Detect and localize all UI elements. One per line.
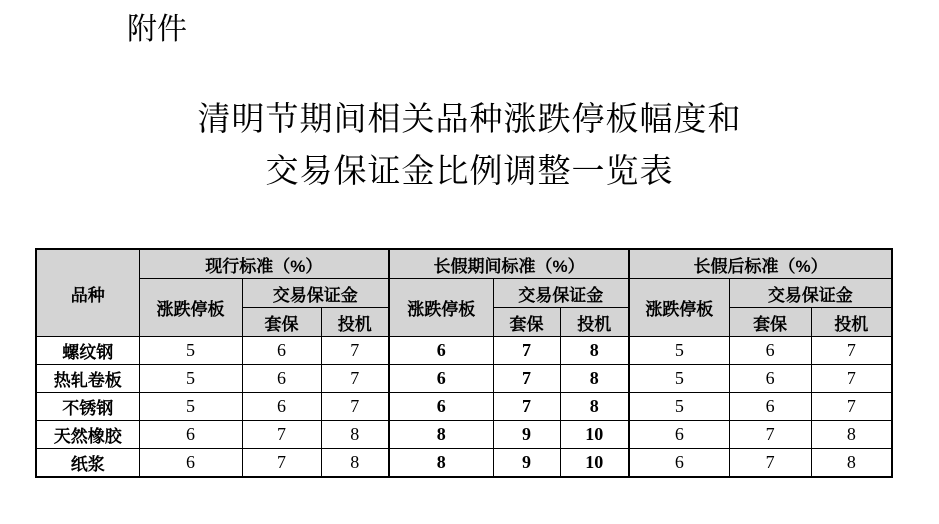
cell-holiday-spec: 10 [560,449,629,478]
variety-label: 热轧卷板 [36,365,139,393]
table-row-natural-rubber [36,421,892,449]
cell-holiday-spec: 10 [560,421,629,449]
table-row-hot-rolled-coil [36,365,892,393]
cell-current-spec: 8 [321,449,389,478]
cell-current-hedge: 7 [242,449,321,478]
cell-current-hedge: 7 [242,421,321,449]
col-header-spec-after: 投机 [811,308,892,337]
adjustment-table [35,248,893,478]
section-header-holiday: 长假期间标准（%） [389,249,629,279]
cell-holiday-hedge: 9 [493,449,560,478]
header-row-groups [36,279,892,308]
cell-current-limit: 5 [139,365,242,393]
cell-holiday-spec: 8 [560,393,629,421]
cell-holiday-hedge: 7 [493,337,560,365]
variety-label: 天然橡胶 [36,421,139,449]
cell-after-hedge: 6 [729,365,811,393]
cell-after-limit: 5 [629,393,729,421]
col-header-spec-current: 投机 [321,308,389,337]
cell-holiday-hedge: 7 [493,393,560,421]
col-header-hedge-after: 套保 [729,308,811,337]
title-line-1: 清明节期间相关品种涨跌停板幅度和 [197,102,742,138]
cell-after-hedge: 7 [729,421,811,449]
cell-after-hedge: 6 [729,393,811,421]
cell-holiday-hedge: 7 [493,365,560,393]
cell-holiday-spec: 8 [560,365,629,393]
cell-holiday-limit: 6 [389,365,493,393]
cell-current-limit: 5 [139,337,242,365]
section-header-after: 长假后标准（%） [629,249,892,279]
table-row-pulp [36,449,892,478]
cell-after-spec: 8 [811,449,892,478]
group-header-margin-current: 交易保证金 [242,279,389,308]
cell-holiday-spec: 8 [560,337,629,365]
cell-current-hedge: 6 [242,337,321,365]
cell-holiday-limit: 8 [389,421,493,449]
cell-after-hedge: 7 [729,449,811,478]
col-header-hedge-current: 套保 [242,308,321,337]
variety-label: 螺纹钢 [36,337,139,365]
cell-current-spec: 8 [321,421,389,449]
cell-after-hedge: 6 [729,337,811,365]
cell-current-hedge: 6 [242,365,321,393]
cell-after-limit: 5 [629,365,729,393]
cell-current-hedge: 6 [242,393,321,421]
group-header-margin-holiday: 交易保证金 [493,279,629,308]
cell-current-spec: 7 [321,393,389,421]
cell-current-limit: 6 [139,421,242,449]
col-header-limit-current: 涨跌停板 [139,279,242,337]
table-row-stainless-steel [36,393,892,421]
cell-current-spec: 7 [321,337,389,365]
cell-after-spec: 7 [811,393,892,421]
cell-current-spec: 7 [321,365,389,393]
section-header-current: 现行标准（%） [139,249,389,279]
table-row-rebar [36,337,892,365]
cell-holiday-hedge: 9 [493,421,560,449]
cell-after-spec: 7 [811,337,892,365]
document-title [0,94,939,198]
header-row-sections [36,249,892,279]
cell-after-limit: 5 [629,337,729,365]
title-line-2: 交易保证金比例调整一览表 [265,154,674,190]
variety-label: 纸浆 [36,449,139,478]
cell-current-limit: 5 [139,393,242,421]
col-header-limit-after: 涨跌停板 [629,279,729,337]
attachment-label: 附件 [127,13,187,46]
cell-after-spec: 7 [811,365,892,393]
cell-after-limit: 6 [629,421,729,449]
col-header-spec-holiday: 投机 [560,308,629,337]
variety-label: 不锈钢 [36,393,139,421]
cell-holiday-limit: 6 [389,337,493,365]
col-header-variety: 品种 [36,249,139,337]
group-header-margin-after: 交易保证金 [729,279,892,308]
col-header-hedge-holiday: 套保 [493,308,560,337]
cell-holiday-limit: 8 [389,449,493,478]
cell-after-limit: 6 [629,449,729,478]
col-header-limit-holiday: 涨跌停板 [389,279,493,337]
cell-holiday-limit: 6 [389,393,493,421]
cell-current-limit: 6 [139,449,242,478]
cell-after-spec: 8 [811,421,892,449]
